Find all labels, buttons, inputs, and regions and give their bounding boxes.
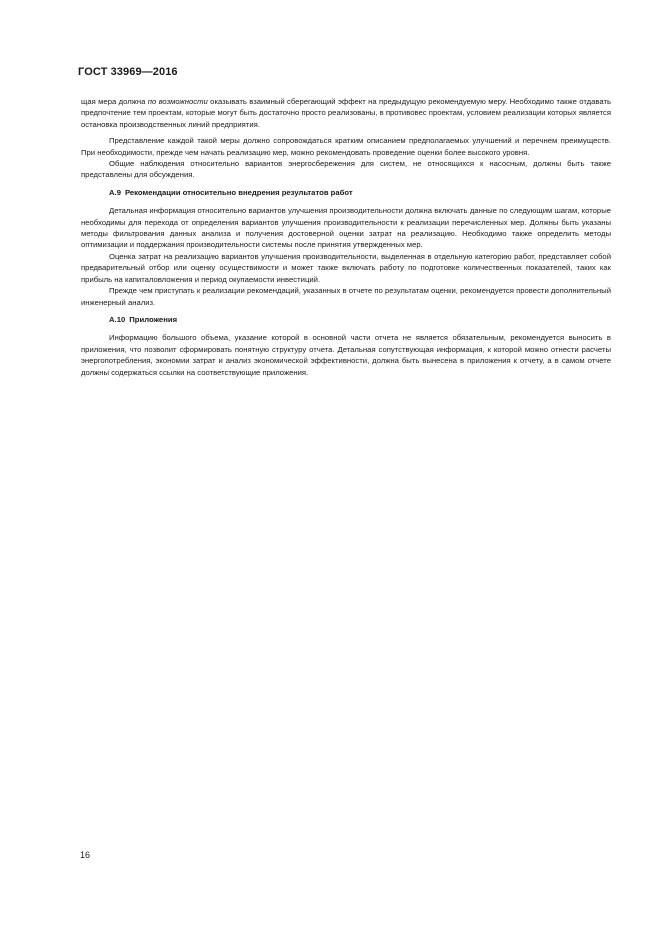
section-title: Рекомендации относительно внедрения результатов работ (124, 187, 353, 197)
section-heading-a9 (81, 187, 611, 198)
paragraph: Общие наблюдения относительно вариантов энергосбережения для систем, не относящихся к насосным, должны быть также представлены для обсуждения. (81, 159, 611, 180)
paragraph-text: щая мера должна (81, 97, 148, 106)
paragraph: Прежде чем приступать к реализации рекомендаций, указанных в отчете по результатам оценки, рекомендуется провести дополнительный инженерный анализ. (81, 286, 611, 307)
document-body (81, 96, 611, 378)
document-header: ГОСТ 33969—2016 (78, 66, 178, 78)
section-number: А.9 (109, 187, 121, 197)
italic-emphasis: по возможности (147, 97, 208, 106)
paragraph: Представление каждой такой меры должно сопровождаться кратким описанием предполагаемых улучшений и перечнем преимуществ. При необходимости, прежде чем начать реализацию мер, можно рекомендовать проведение оценки более высокого уровня. (81, 136, 611, 157)
section-title: Приложения (129, 314, 178, 324)
section-heading-a10 (81, 314, 611, 325)
page-number: 16 (80, 850, 91, 860)
paragraph-continued (81, 96, 611, 130)
paragraph-text: оказывать взаимный сберегающий эффект на предыдущую рекомендуемую меру. Необходимо также отдавать предпочтение тем проектам, которые могут быть достаточно просто реализованы, в противовес проектам, условием реализации которых является остановка производственных линий предприятия. (81, 97, 612, 129)
paragraph: Детальная информация относительно вариантов улучшения производительности должна включать данные по следующим шагам, которые необходимы для перехода от определения вариантов улучшения производительности к реализации перечисленных мер. Должны быть указаны методы фильтрования данных анализа и получения достоверной оценки затрат на реализацию. Необходимо также определить методы оптимизации и поддержания производительности системы после принятия утвержденных мер. (81, 206, 611, 250)
paragraph: Информацию большого объема, указание которой в основной части отчета не является обязательным, рекомендуется выносить в приложения, что позволит сформировать понятную структуру отчета. Детальная сопутствующая информация, к которой можно отнести расчеты энергопотребления, экономии затрат и анализ экономической эффективности, должна быть вынесена в приложения к отчету, а в самом отчете должны содержаться ссылки на соответствующие приложения. (81, 333, 611, 377)
paragraph: Оценка затрат на реализацию вариантов улучшения производительности, выделенная в отдельную категорию работ, представляет собой предварительный отбор или оценку осуществимости и может также включать работу по подготовке количественных показателей, таких как прибыль на капиталовложения и период окупаемости инвестиций. (81, 251, 611, 284)
section-number: А.10 (109, 314, 126, 324)
